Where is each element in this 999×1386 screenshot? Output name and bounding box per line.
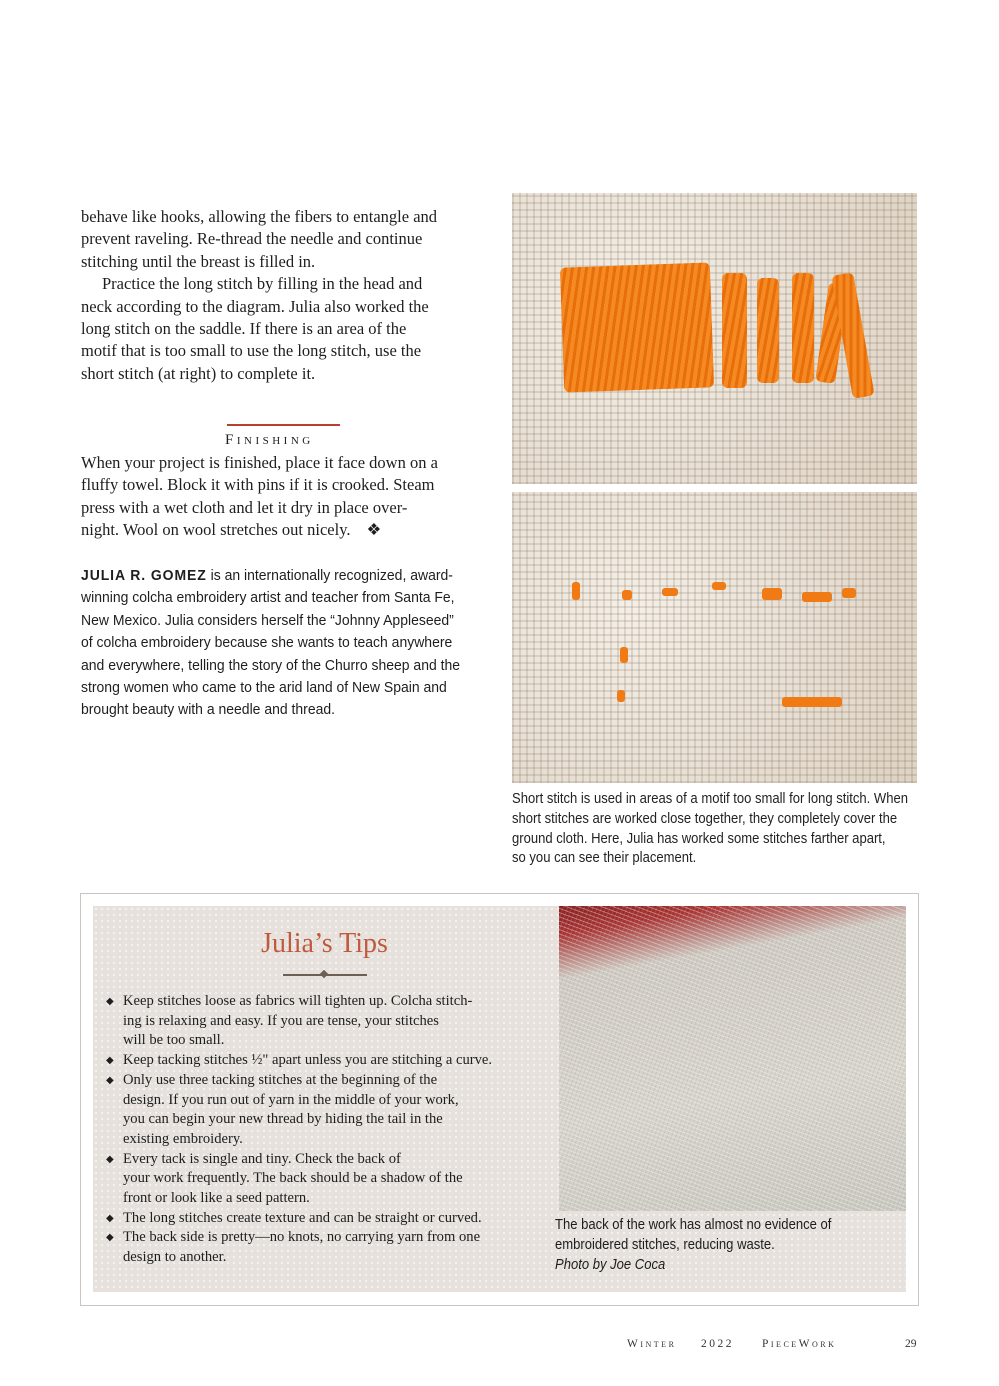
author-name: JULIA R. GOMEZ	[81, 567, 207, 584]
author-bio	[81, 565, 467, 722]
page-number: 29	[905, 1338, 917, 1350]
footer-season: Winter	[627, 1338, 677, 1350]
finishing-heading: Finishing	[225, 432, 314, 448]
tips-box	[80, 893, 919, 1306]
bio-line: JULIA R. GOMEZ is an internationally recognized, award-	[81, 567, 453, 584]
tip-line: Keep tacking stitches ½" apart unless you are stitching a curve.	[123, 1052, 493, 1069]
caption-line: embroidered stitches, reducing waste.	[555, 1236, 775, 1253]
long-stitch-photo	[512, 193, 917, 484]
tips-photo-caption	[555, 1216, 879, 1275]
paragraph-line: stitching until the breast is filled in.	[81, 251, 316, 271]
bullet-icon: ◆	[106, 1232, 114, 1244]
tip-item	[105, 1228, 555, 1267]
bio-line: and everywhere, telling the story of the Churro sheep and the	[81, 656, 461, 674]
paragraph-line: short stitch (at right) to complete it.	[81, 363, 316, 383]
tip-item	[105, 1150, 555, 1209]
bullet-icon: ◆	[106, 996, 114, 1007]
tips-title: Julia’s Tips	[261, 928, 388, 959]
paragraph-line: fluffy towel. Block it with pins if it is crooked. Steam	[81, 475, 435, 495]
finishing-text	[81, 452, 491, 542]
paragraph-line: press with a wet cloth and let it dry in place over-	[81, 497, 408, 517]
tip-item	[105, 992, 555, 1051]
section-rule	[227, 424, 340, 426]
paragraph-line: When your project is finished, place it face down on a	[81, 453, 438, 472]
bio-line: strong women who came to the arid land of New Spain and	[81, 679, 447, 697]
tip-line: The long stitches create texture and can be straight or curved.	[123, 1209, 482, 1226]
tip-line: Every tack is single and tiny. Check the back of	[123, 1150, 401, 1167]
tip-line: your work frequently. The back should be a shadow of the	[123, 1170, 463, 1187]
caption-line: Short stitch is used in areas of a motif too small for long stitch. When	[512, 791, 909, 807]
tip-line: you can begin your new thread by hiding the tail in the	[123, 1111, 443, 1128]
tip-line: Only use three tacking stitches at the beginning of the	[123, 1071, 438, 1088]
paragraph-line: night. Wool on wool stretches out nicely. ❖	[81, 520, 382, 540]
footer-year: 2022	[701, 1338, 734, 1350]
body-text	[81, 206, 491, 385]
bio-line: of colcha embroidery because she wants to teach anywhere	[81, 634, 453, 652]
tip-item	[105, 1051, 555, 1071]
paragraph-line: prevent raveling. Re-thread the needle and continue	[81, 229, 423, 249]
short-stitch-photo	[512, 492, 917, 783]
caption-line: so you can see their placement.	[512, 850, 697, 867]
paragraph-line: long stitch on the saddle. If there is an area of the	[81, 319, 407, 339]
footer-magazine: PieceWork	[762, 1338, 837, 1350]
bullet-icon: ◆	[106, 1212, 114, 1224]
paragraph-line: neck according to the diagram. Julia also worked the	[81, 296, 429, 316]
tip-line: design to another.	[123, 1249, 227, 1266]
tip-item	[105, 1071, 555, 1150]
tip-line: front or look like a seed pattern.	[123, 1190, 310, 1207]
caption-line: ground cloth. Here, Julia has worked some stitches farther apart,	[512, 830, 886, 847]
bullet-icon: ◆	[106, 1153, 114, 1165]
photo-credit: Photo by Joe Coca	[555, 1256, 666, 1273]
tip-line: will be too small.	[123, 1032, 225, 1049]
bio-line: brought beauty with a needle and thread.	[81, 701, 336, 719]
bio-line: New Mexico. Julia considers herself the “Johnny Appleseed”	[81, 611, 454, 629]
tip-item	[105, 1209, 555, 1229]
bullet-icon: ◆	[106, 1074, 114, 1086]
tip-line: design. If you run out of yarn in the middle of your work,	[123, 1091, 459, 1108]
end-mark-icon: ❖	[366, 520, 382, 540]
paragraph-line: motif that is too small to use the long stitch, use the	[81, 341, 422, 361]
photo-caption	[512, 790, 909, 869]
bio-line: winning colcha embroidery artist and teacher from Santa Fe,	[81, 589, 455, 607]
fabric-back-photo	[559, 906, 906, 1211]
paragraph-line: Practice the long stitch by filling in the head and	[102, 274, 423, 294]
caption-line: The back of the work has almost no evidence of	[555, 1217, 832, 1233]
tip-line: ing is relaxing and easy. If you are tense, your stitches	[123, 1012, 439, 1029]
tips-list	[105, 992, 555, 1268]
ornament-divider	[283, 974, 367, 976]
tip-line: Keep stitches loose as fabrics will tighten up. Colcha stitch-	[123, 993, 473, 1009]
tip-line: existing embroidery.	[123, 1130, 243, 1147]
bullet-icon: ◆	[106, 1055, 114, 1067]
caption-line: short stitches are worked close together, they completely cover the	[512, 810, 898, 827]
paragraph-line: behave like hooks, allowing the fibers to entangle and	[81, 207, 438, 226]
tip-line: The back side is pretty—no knots, no carrying yarn from one	[123, 1229, 481, 1246]
